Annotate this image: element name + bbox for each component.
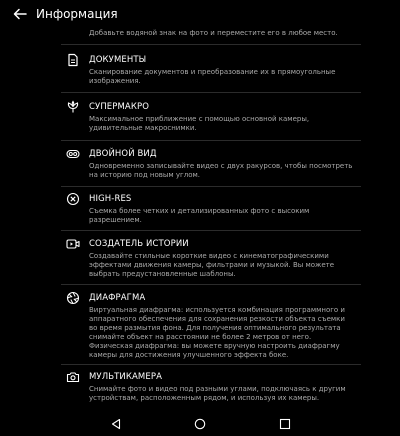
dual-view-icon xyxy=(66,147,80,161)
item-description: Создавайте стильные короткие видео с кинематографическими эффектами движения камеры, фильтрами и музыкой. Вы можете выбрать предустановленные шаблоны. xyxy=(89,252,335,278)
document-icon xyxy=(66,53,80,67)
macro-flower-icon xyxy=(66,100,80,114)
nav-recents-icon[interactable] xyxy=(279,418,291,430)
item-description: Максимальное приближение с помощью основной камеры, удивительные макроснимки. xyxy=(89,115,310,132)
item-title: ДВОЙНОЙ ВИД xyxy=(89,149,157,159)
divider xyxy=(61,230,361,231)
item-description: Одновременно записывайте видео с двух ракурсов, чтобы посмотреть на историю под новым углом. xyxy=(89,162,353,179)
item-description: Виртуальная диафрагма: используется комбинация программного и аппаратного обеспечения для сохранения резкости объекта съемки во время размытия фона. Для получения оптимального результата снимайте объект на расстоянии не более 2 метров от него. Физическая диафрагма: вы можете вручную настроить диафрагму камеры для достижения улучшенного эффекта боке. xyxy=(89,306,345,359)
nav-back-icon[interactable] xyxy=(110,418,122,430)
item-description: Съемка более четких и детализированных фото с высоким разрешением. xyxy=(89,207,310,224)
item-title: МУЛЬТИКАМЕРА xyxy=(89,372,162,382)
item-description: Сканирование документов и преобразование их в прямоугольные изображения. xyxy=(89,68,336,85)
item-title: ДИАФРАГМА xyxy=(89,293,146,303)
story-creator-icon xyxy=(66,237,80,251)
divider xyxy=(61,44,361,45)
app-header xyxy=(0,0,400,28)
watermark-description: Добавьте водяной знак на фото и переместите его в любое место. xyxy=(89,29,338,37)
divider xyxy=(61,364,361,365)
page-title: Информация xyxy=(36,7,118,21)
item-title: ДОКУМЕНТЫ xyxy=(89,55,147,65)
high-res-icon xyxy=(66,192,80,206)
item-title: HIGH-RES xyxy=(89,194,132,204)
aperture-icon xyxy=(66,291,80,305)
divider xyxy=(61,284,361,285)
nav-home-icon[interactable] xyxy=(194,418,206,430)
divider xyxy=(61,186,361,187)
divider xyxy=(61,92,361,93)
item-title: СУПЕРМАКРО xyxy=(89,102,150,112)
multi-camera-icon xyxy=(66,370,80,384)
divider xyxy=(61,140,361,141)
item-title: СОЗДАТЕЛЬ ИСТОРИИ xyxy=(89,239,189,249)
item-description: Снимайте фото и видео под разными углами, подключаясь к другим устройствам, расположенным рядом, и используя их камеры. xyxy=(89,385,346,402)
arrow-left-icon[interactable] xyxy=(12,6,28,22)
system-navigation-bar xyxy=(0,412,400,436)
